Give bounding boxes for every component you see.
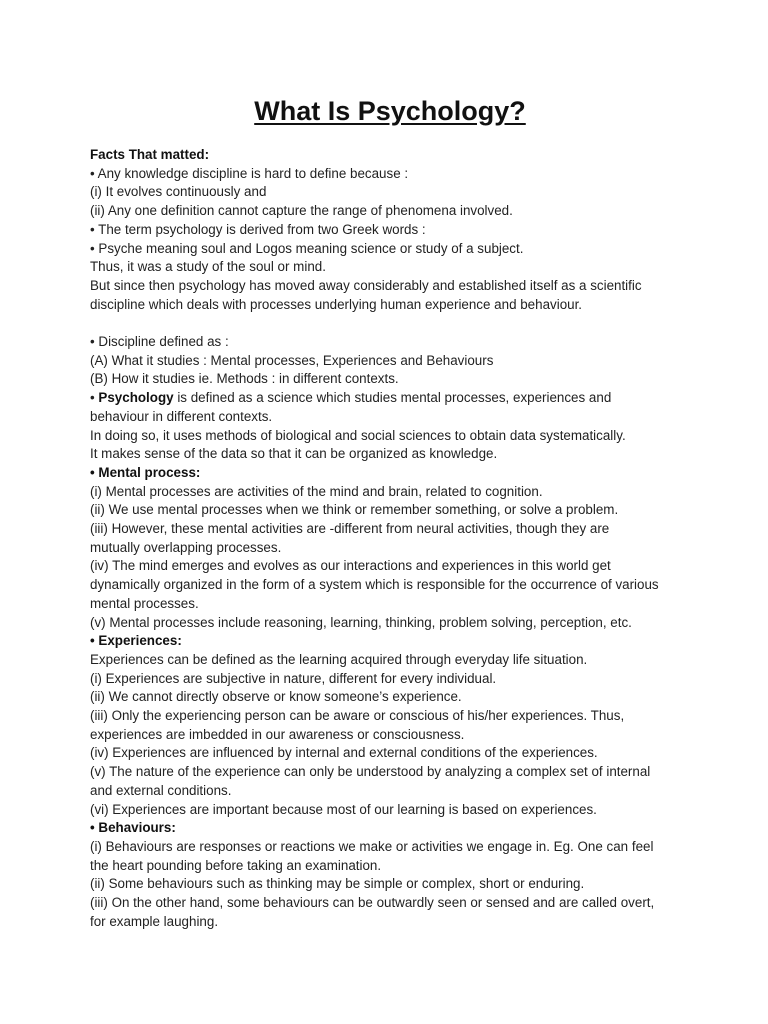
section-heading-experiences: [90, 632, 690, 651]
text-line: mutually overlapping processes.: [90, 539, 282, 555]
text-line: (iii) However, these mental activities are -different from neural activities, though they are: [90, 521, 610, 537]
heading-text: • Behaviours:: [90, 820, 176, 836]
paragraph-gap: [90, 314, 690, 333]
text-line: experiences are imbedded in our awareness or consciousness.: [90, 726, 465, 742]
text-line: for example laughing.: [90, 913, 219, 929]
heading-text: Facts That matted:: [90, 147, 210, 162]
heading-text: • Experiences:: [90, 633, 182, 649]
text-line: • Psyche meaning soul and Logos meaning science or study of a subject.: [90, 240, 524, 256]
text-line: (i) Mental processes are activities of the mind and brain, related to cognition.: [90, 483, 543, 499]
text-line: (iv) Experiences are influenced by internal and external conditions of the experiences.: [90, 745, 598, 761]
text-line: (i) Behaviours are responses or reactions we make or activities we engage in. Eg. One can feel: [90, 839, 654, 854]
text-line: mental processes.: [90, 595, 199, 611]
text-line: (A) What it studies : Mental processes, Experiences and Behaviours: [90, 352, 494, 368]
text-line: (ii) We use mental processes when we think or remember something, or solve a problem.: [90, 502, 619, 518]
text-line: • Discipline defined as :: [90, 334, 229, 350]
bold-term: Psychology: [98, 390, 174, 406]
text-line: (iii) Only the experiencing person can be aware or conscious of his/her experiences. Thus,: [90, 708, 625, 724]
text-line: • The term psychology is derived from two Greek words :: [90, 221, 426, 237]
text-line: (ii) Any one definition cannot capture the range of phenomena involved.: [90, 203, 513, 219]
text-line: But since then psychology has moved away considerably and established itself as a scientific: [90, 277, 642, 293]
section-heading-facts: [90, 146, 690, 165]
text-line: Thus, it was a study of the soul or mind.: [90, 259, 326, 275]
text-line: behaviour in different contexts.: [90, 408, 273, 424]
text-line: (i) Experiences are subjective in nature, different for every individual.: [90, 670, 497, 686]
bullet: •: [90, 390, 99, 406]
psychology-definition-line: [90, 389, 690, 408]
definition-text: is defined as a science which studies mental processes, experiences and: [173, 390, 612, 406]
text-line: (ii) We cannot directly observe or know someone’s experience.: [90, 689, 462, 705]
text-line: (vi) Experiences are important because most of our learning is based on experiences.: [90, 801, 597, 817]
heading-text: • Mental process:: [90, 464, 201, 480]
text-line: (iii) On the other hand, some behaviours can be outwardly seen or sensed and are called overt,: [90, 895, 655, 911]
section-heading-behaviours: [90, 819, 690, 838]
text-line: (ii) Some behaviours such as thinking may be simple or complex, short or enduring.: [90, 876, 585, 892]
text-line: In doing so, it uses methods of biological and social sciences to obtain data systematically.: [90, 427, 626, 443]
text-line: (i) It evolves continuously and: [90, 184, 267, 200]
text-line: dynamically organized in the form of a system which is responsible for the occurrence of various: [90, 577, 659, 593]
text-line: (v) The nature of the experience can only be understood by analyzing a complex set of internal: [90, 764, 651, 780]
text-line: • Any knowledge discipline is hard to define because :: [90, 165, 409, 181]
text-line: Experiences can be defined as the learning acquired through everyday life situation.: [90, 651, 588, 667]
section-heading-mental-process: [90, 464, 690, 483]
text-line: discipline which deals with processes underlying human experience and behaviour.: [90, 296, 583, 312]
text-line: (iv) The mind emerges and evolves as our interactions and experiences in this world get: [90, 558, 611, 574]
text-line: (B) How it studies ie. Methods : in different contexts.: [90, 371, 399, 387]
text-line: (v) Mental processes include reasoning, learning, thinking, problem solving, perception, etc.: [90, 614, 632, 630]
text-line: and external conditions.: [90, 782, 232, 798]
text-line: It makes sense of the data so that it can be organized as knowledge.: [90, 446, 498, 462]
page-title: What Is Psychology?: [254, 96, 526, 126]
text-line: the heart pounding before taking an examination.: [90, 857, 382, 873]
document-page: [90, 94, 690, 932]
